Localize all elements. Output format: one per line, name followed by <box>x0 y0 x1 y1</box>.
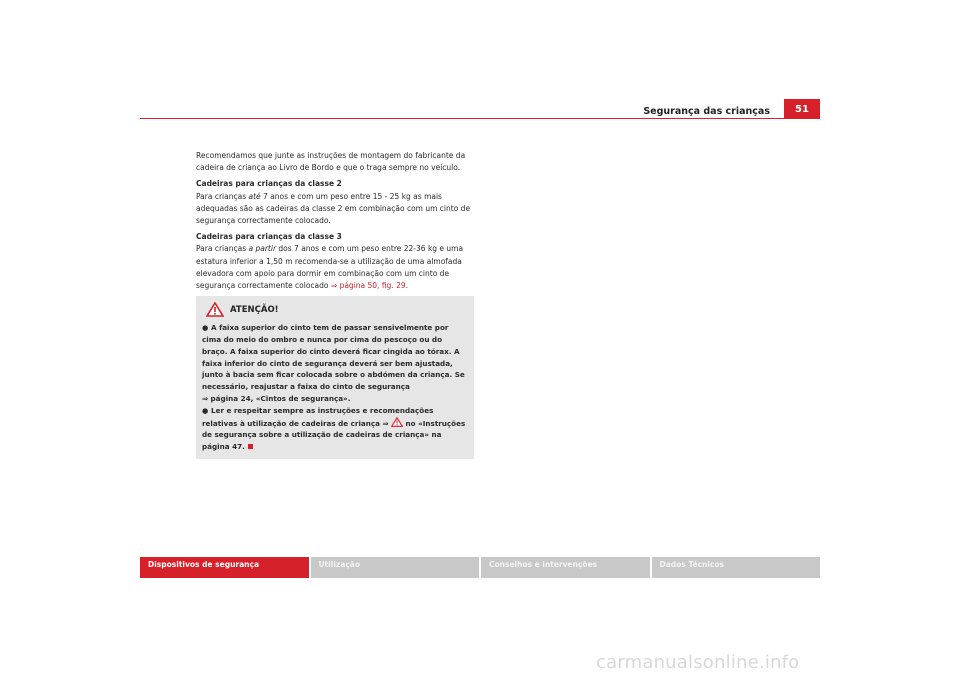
class3-heading: Cadeiras para crianças da classe 3 <box>196 232 342 242</box>
bullet-icon: ● <box>202 323 209 333</box>
warning-item1-text: A faixa superior do cinto tem de passar sensivelmente por cima do meio do ombro e nunca por cima do pescoço ou do braço. A faixa superior do cinto deverá ficar cingida ao tórax. A faixa inferior do cinto de segurança deverá ser bem ajustada, junto à bacia sem ficar colocada sobre o abdómen da criança. Se necessário, reajustar a faixa do cinto de segurança <box>202 323 465 392</box>
footer-tab-conselhos[interactable]: Conselhos e intervenções <box>481 557 650 578</box>
main-content <box>196 150 474 459</box>
class3-paragraph <box>196 243 474 292</box>
class2-heading: Cadeiras para crianças da classe 2 <box>196 179 342 189</box>
class2-paragraph <box>196 191 474 228</box>
warning-title: ATENÇÃO! <box>230 304 279 315</box>
warning-triangle-icon <box>391 417 403 427</box>
arrow-icon: ⇒ <box>382 418 389 428</box>
footer-tab-dados[interactable]: Dados Técnicos <box>652 557 821 578</box>
intro-paragraph: Recomendamos que junte as instruções de montagem do fabricante da cadeira de criança ao Livro de Bordo e que o traga sempre no veículo. <box>196 151 466 173</box>
end-of-section-icon <box>248 444 253 449</box>
footer-tab-dispositivos[interactable]: Dispositivos de segurança <box>140 557 309 578</box>
watermark: carmanualsonline.info <box>596 652 800 673</box>
page-number-badge: 51 <box>784 99 820 119</box>
class3-emphasis: a partir <box>248 244 277 254</box>
bullet-icon: ● <box>202 405 209 415</box>
warning-item <box>202 405 468 453</box>
warning-header <box>206 302 468 317</box>
page-50-link[interactable]: página 50, fig. 29 <box>339 281 406 291</box>
arrow-icon: ⇒ <box>330 281 338 291</box>
warning-item2-text: Ler e respeitar sempre as instruções e recomendações relativas à utilização de cadeiras de criança <box>202 405 434 428</box>
class3-text-after: dos 7 anos e com um peso entre 22-36 kg e uma estatura inferior a 1,50 m recomenda-se a utilização de uma almofada elevadora com apoio para dormir em combinação com um cinto de segurança correctamente colocado <box>196 244 464 291</box>
class2-text-before: Para crianças <box>196 191 249 201</box>
class2-emphasis: até <box>248 191 261 201</box>
footer-nav <box>140 557 820 578</box>
header-divider <box>140 118 820 119</box>
footer-tab-utilizacao[interactable]: Utilização <box>311 557 480 578</box>
warning-item <box>202 322 468 405</box>
class2-text-after: 7 anos e com um peso entre 15 - 25 kg as mais adequadas são as cadeiras da classe 2 em combinação com um cinto de segurança correctamente colocado. <box>196 191 471 226</box>
class3-text-before: Para crianças <box>196 244 249 254</box>
page-header-title: Segurança das crianças <box>643 106 770 117</box>
warning-list <box>202 322 468 453</box>
page-47-link[interactable]: no «Instruções de segurança sobre a utilização de cadeiras de criança» na página 47. <box>202 418 466 452</box>
warning-box <box>196 296 474 459</box>
class3-end: . <box>405 281 409 291</box>
arrow-icon: ⇒ <box>202 394 209 404</box>
warning-triangle-icon <box>206 302 224 317</box>
page-24-link[interactable]: página 24, «Cintos de segurança». <box>208 394 351 404</box>
